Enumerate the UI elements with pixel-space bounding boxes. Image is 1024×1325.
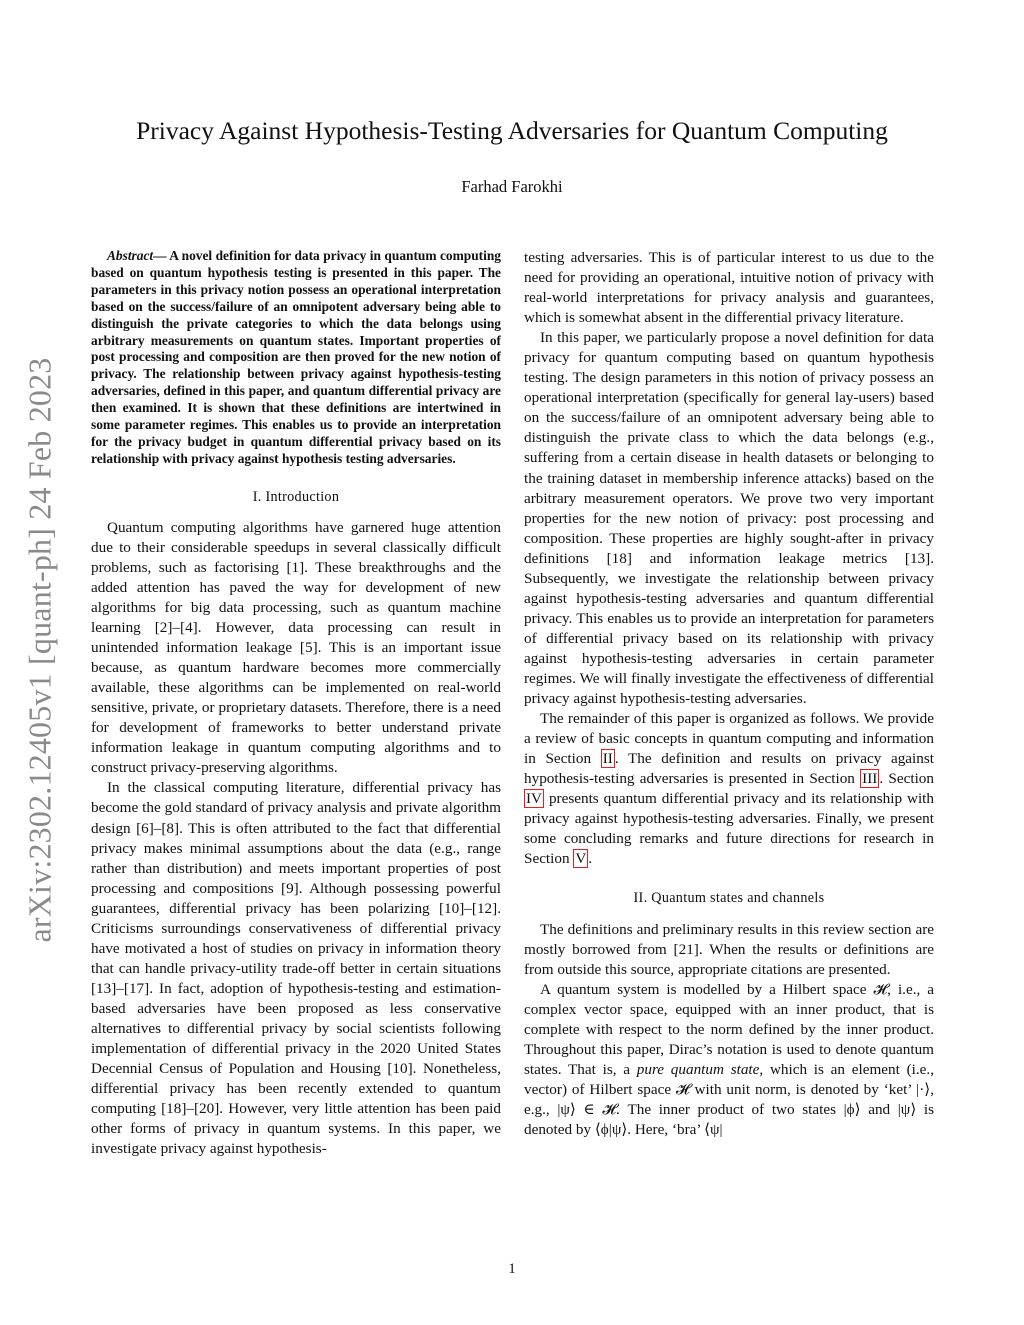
section-link-ii[interactable]: II bbox=[602, 750, 613, 768]
section2-paragraph-2 bbox=[524, 980, 934, 1140]
intro-paragraph-1: Quantum computing algorithms have garnered huge attention due to their considerable speedups in several classically difficult problems, such as factorising [1]. These breakthroughs and the added attention has paved the way for development of new algorithms for big data processing, such as quantum machine learning [2]–[4]. However, data processing can result in unintended information leakage [5]. This is an important issue because, as quantum hardware becomes more commercially available, these algorithms can be implemented on real-world sensitive, private, or proprietary datasets. Therefore, there is a need for development of frameworks to better understand private information leakage in quantum computing algorithms and to construct privacy-preserving algorithms. bbox=[91, 518, 501, 777]
intro-paragraph-2: In the classical computing literature, differential privacy has become the gold standard of privacy analysis and private algorithm design [6]–[8]. This is often attributed to the fact that differential privacy makes minimal assumptions about the data (e.g., range rather than distribution) and meets important properties of post processing and compositions [9]. Although possessing powerful guarantees, differential privacy has been polarizing [10]–[12]. Criticisms surroundings conservativeness of differential privacy have motivated a host of studies on privacy in information theory that can handle privacy-utility trade-off better in certain situations [13]–[17]. In fact, adoption of hypothesis-testing and estimation-based adversaries have been proposed as less conservative alternatives to differential privacy by social scientists following implementation of differential privacy in the 2020 United States Decennial Census of Population and Housing [10]. Nonetheless, differential privacy has been recently extended to quantum computing [18]–[20]. However, very little attention has been paid other forms of privacy in quantum systems. In this paper, we investigate privacy against hypothesis- bbox=[91, 779, 501, 1158]
paper-title: Privacy Against Hypothesis-Testing Adversaries for Quantum Computing bbox=[136, 116, 888, 145]
section-link-iv[interactable]: IV bbox=[526, 790, 543, 808]
text-run: presents quantum differential privacy and its relationship with privacy against hypothesis-testing adversaries. Finally, we present some concluding remarks and future directions for research in Section bbox=[524, 790, 934, 868]
author-name: Farhad Farokhi bbox=[461, 177, 563, 196]
section-heading-introduction: I. Introduction bbox=[252, 488, 340, 505]
page-number: 1 bbox=[508, 1261, 516, 1277]
intro-paragraph-4 bbox=[524, 709, 934, 869]
text-run: The remainder of this paper is organized as follows. We provide a review of basic concepts in quantum computing and information in Section bbox=[524, 710, 934, 768]
text-run: . Section bbox=[879, 770, 934, 788]
arxiv-stamp-text: arXiv:2302.12405v1 [quant-ph] 24 Feb 2023 bbox=[21, 357, 58, 943]
intro-paragraph-3: In this paper, we particularly propose a novel definition for data privacy for quantum computing based on quantum hypothesis testing. The design parameters in this notion of privacy possess an operational interpretation (specifically for general lay-users) based on the success/failure of an omnipotent adversary being able to distinguish the private class to which the data belongs (e.g., suffering from a certain disease in health datasets or belonging to the training dataset in membership inference attacks) based on the arbitrary measurement operators. We prove two very important properties for the new notion of privacy: post processing and composition. These properties are highly sought-after in privacy definitions [18] and information leakage metrics [13]. Subsequently, we investigate the relationship between privacy against hypothesis-testing adversaries and quantum differential privacy. This enables us to provide an interpretation for parameters of differential privacy based on its relationship with privacy against hypothesis-testing adversaries in certain parameter regimes. We will finally investigate the effectiveness of differential privacy against hypothesis-testing adversaries. bbox=[524, 329, 934, 708]
text-run: . bbox=[588, 850, 593, 868]
section-link-v[interactable]: V bbox=[575, 850, 587, 868]
emphasis-pure-quantum-state: pure quantum state bbox=[636, 1060, 760, 1078]
abstract bbox=[91, 248, 501, 468]
text-run: A quantum system is modelled by a Hilbert space 𝓗, i.e., a complex vector space, equipped with an inner product, that is complete with respect to the norm defined by the inner product. Throughout this paper, Dirac’s notation is used to denote quantum states. That is, a bbox=[524, 980, 934, 1078]
text-run: . The definition and results on privacy against hypothesis-testing adversaries is presented in Section bbox=[524, 750, 934, 788]
left-column bbox=[91, 248, 501, 1159]
arxiv-stamp bbox=[10, 340, 70, 960]
abstract-label: Abstract bbox=[107, 248, 154, 263]
section-heading-quantum-states: II. Quantum states and channels bbox=[633, 890, 825, 907]
section-link-iii[interactable]: III bbox=[862, 770, 878, 788]
right-column bbox=[524, 248, 934, 1140]
intro-paragraph-2-continued: testing adversaries. This is of particular interest to us due to the need for providing an operational, intuitive notion of privacy with real-world interpretations for privacy analysis and guarantees, which is somewhat absent in the differential privacy literature. bbox=[524, 249, 934, 327]
abstract-text: — A novel definition for data privacy in quantum computing based on quantum hypothesis testing is presented in this paper. The parameters in this privacy notion possess an operational interpretation based on the success/failure of an omnipotent adversary being able to distinguish the private categories to which the data belongs using arbitrary measurements on quantum states. Important properties of post processing and composition are then proved for the new notion of privacy. The relationship between privacy against hypothesis-testing adversaries, defined in this paper, and quantum differential privacy are then examined. It is shown that these definitions are intertwined in some parameter regimes. This enables us to provide an interpretation for the privacy budget in quantum differential privacy based on its relationship with privacy against hypothesis testing adversaries. bbox=[91, 248, 501, 466]
section2-paragraph-1: The definitions and preliminary results in this review section are mostly borrowed from [21]. When the results or definitions are from outside this source, appropriate citations are presented. bbox=[524, 920, 934, 978]
text-run: , which is an element (i.e., vector) of Hilbert space 𝓗 with unit norm, is denoted by ‘ket’ |·⟩, e.g., |ψ⟩ ∈ 𝓗. The inner product of two states |ϕ⟩ and |ψ⟩ is denoted by ⟨ϕ|ψ⟩. Here, ‘bra’ ⟨ψ| bbox=[524, 1060, 934, 1138]
